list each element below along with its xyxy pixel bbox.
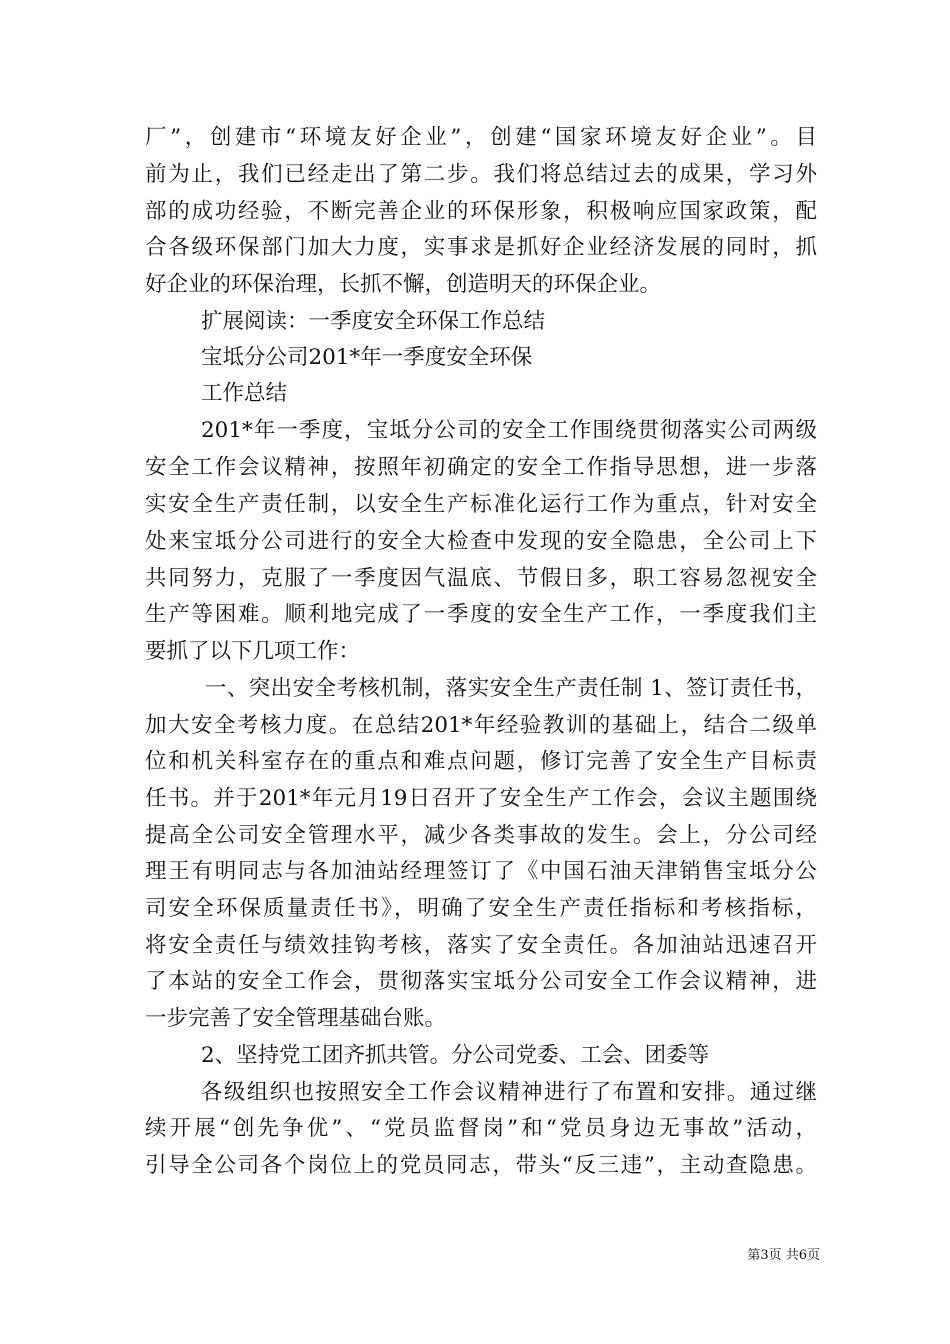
- text-line: 安全工作会议精神，按照年初确定的安全工作指导思想，进一步落: [145, 455, 817, 480]
- text-line: 各级组织也按照安全工作会议精神进行了布置和安排。通过继: [201, 1080, 817, 1105]
- text-line: 好企业的环保治理，长抓不懈，创造明天的环保企业。: [145, 272, 662, 297]
- text-line: 2、坚持党工团齐抓共管。分公司党委、工会、团委等: [201, 1043, 710, 1068]
- text-line: 任书。并于201*年元月19日召开了安全生产工作会，会议主题围绕: [145, 786, 817, 811]
- text-line: 理王有明同志与各加油站经理签订了《中国石油天津销售宝坻分公: [145, 859, 817, 884]
- text-line: 司安全环保质量责任书》，明确了安全生产责任指标和考核指标，: [145, 896, 817, 921]
- text-line: 一步完善了安全管理基础台账。: [145, 1006, 447, 1031]
- text-line: 加大安全考核力度。在总结201*年经验教训的基础上，结合二级单: [145, 713, 817, 738]
- extended-reading-heading: 扩展阅读：一季度安全环保工作总结: [201, 309, 546, 334]
- text-line: 201*年一季度，宝坻分公司的安全工作围绕贯彻落实公司两级: [201, 418, 817, 443]
- page-number: 第3页 共6页: [747, 1248, 820, 1263]
- text-line: 位和机关科室存在的重点和难点问题，修订完善了安全生产目标责: [145, 749, 817, 774]
- report-title-line: 工作总结: [201, 381, 288, 406]
- text-line: 实安全生产责任制，以安全生产标准化运行工作为重点，针对安全: [145, 492, 817, 517]
- text-line: 前为止，我们已经走出了第二步。我们将总结过去的成果，学习外: [145, 162, 817, 187]
- text-line: 引导全公司各个岗位上的党员同志，带头“反三违”，主动查隐患。: [145, 1153, 817, 1178]
- text-line: 生产等困难。顺利地完成了一季度的安全生产工作，一季度我们主: [145, 602, 817, 627]
- text-line: 共同努力，克服了一季度因气温底、节假日多，职工容易忽视安全: [145, 566, 817, 591]
- text-line: 了本站的安全工作会，贯彻落实宝坻分公司安全工作会议精神，进: [145, 969, 817, 994]
- text-line: 续开展“创先争优”、“党员监督岗”和“党员身边无事故”活动，: [145, 1116, 817, 1141]
- text-line: 部的成功经验，不断完善企业的环保形象，积极响应国家政策，配: [145, 199, 817, 224]
- text-line: 厂”，创建市“环境友好企业”，创建“国家环境友好企业”。目: [145, 125, 817, 150]
- section-heading-line: 一、突出安全考核机制，落实安全生产责任制 1、签订责任书，: [205, 676, 817, 701]
- text-line: 合各级环保部门加大力度，实事求是抓好企业经济发展的同时，抓: [145, 235, 817, 260]
- text-line: 处来宝坻分公司进行的安全大检查中发现的安全隐患，全公司上下: [145, 529, 817, 554]
- report-title-line: 宝坻分公司201*年一季度安全环保: [201, 345, 533, 370]
- text-line: 将安全责任与绩效挂钩考核，落实了安全责任。各加油站迅速召开: [145, 933, 817, 958]
- text-line: 要抓了以下几项工作：: [145, 639, 361, 664]
- text-line: 提高全公司安全管理水平，减少各类事故的发生。会上，分公司经: [145, 823, 817, 848]
